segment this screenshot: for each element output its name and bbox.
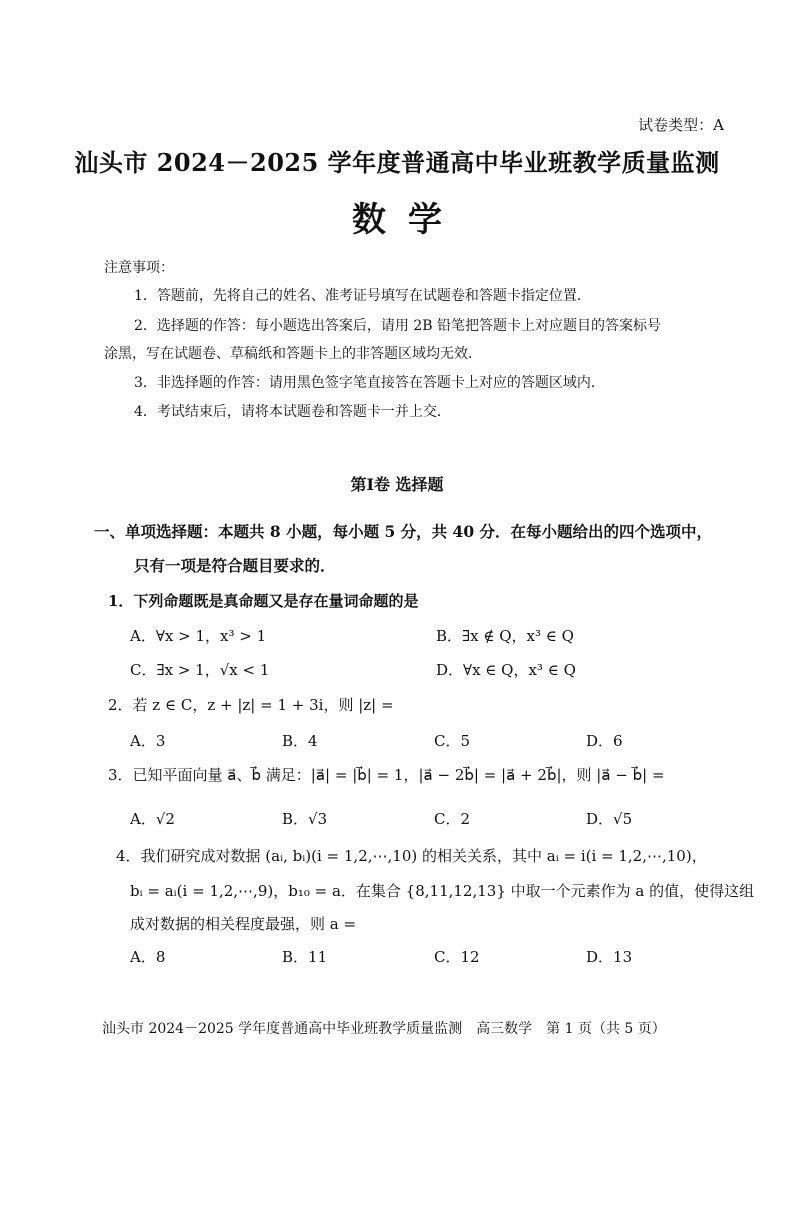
notice-item-4: 4．考试结束后，请将本试题卷和答题卡一并上交． xyxy=(134,404,451,420)
question-3-option-b: B．√3 xyxy=(282,810,328,828)
notice-item-2: 2．选择题的作答：每小题选出答案后，请用 2B 铅笔把答题卡上对应题目的答案标号 xyxy=(134,318,662,334)
part-instructions-line1: 一、单项选择题：本题共 8 小题，每小题 5 分，共 40 分．在每小题给出的四个选项中， xyxy=(94,522,713,541)
question-1-option-d: D．∀x ∈ Q，x³ ∈ Q xyxy=(436,661,576,679)
question-1-option-a: A．∀x > 1，x³ > 1 xyxy=(130,627,267,645)
question-2-stem: 2．若 z ∈ C，z + |z| = 1 + 3i，则 |z| = xyxy=(108,696,394,714)
notice-heading: 注意事项： xyxy=(104,260,174,276)
question-3-stem: 3．已知平面向量 a⃗、b⃗ 满足：|a⃗| = |b⃗| = 1，|a⃗ − 2b⃗| = |a⃗ + 2b⃗|，则 |a⃗ − b⃗| = xyxy=(108,766,665,784)
exam-title: 汕头市 2024－2025 学年度普通高中毕业班教学质量监测 xyxy=(74,148,720,177)
question-1-option-b: B．∃x ∉ Q，x³ ∈ Q xyxy=(436,627,574,645)
notice-item-3: 3．非选择题的作答：请用黑色签字笔直接答在答题卡上对应的答题区域内． xyxy=(134,375,605,391)
question-1-option-c: C．∃x > 1，√x < 1 xyxy=(130,661,270,679)
notice-item-2-cont: 涂黑，写在试题卷、草稿纸和答题卡上的非答题区域均无效． xyxy=(104,346,482,362)
question-3-option-a: A．√2 xyxy=(130,810,175,828)
question-4-option-d: D．13 xyxy=(586,948,633,966)
section-title: 第Ⅰ卷 选择题 xyxy=(350,475,444,494)
question-4-stem-line1: 4．我们研究成对数据 (aᵢ, bᵢ)(i = 1,2,⋯,10) 的相关关系，其中 aᵢ = i(i = 1,2,⋯,10)， xyxy=(116,847,707,865)
question-2-option-a: A．3 xyxy=(130,732,166,750)
question-2-option-c: C．5 xyxy=(434,732,471,750)
question-2-option-b: B．4 xyxy=(282,732,318,750)
question-1-stem: 1．下列命题既是真命题又是存在量词命题的是 xyxy=(108,592,419,610)
question-4-option-c: C．12 xyxy=(434,948,480,966)
question-3-option-c: C．2 xyxy=(434,810,471,828)
subject-title: 数学 xyxy=(352,200,464,240)
question-2-option-d: D．6 xyxy=(586,732,623,750)
page-footer: 汕头市 2024－2025 学年度普通高中毕业班教学质量监测 高三数学 第 1 页（共 5 页） xyxy=(102,1021,666,1037)
question-4-stem-line3: 成对数据的相关程度最强，则 a = xyxy=(130,915,357,933)
question-4-stem-line2: bᵢ = aᵢ(i = 1,2,⋯,9)，b₁₀ = a．在集合 {8,11,12,13} 中取一个元素作为 a 的值，使得这组 xyxy=(130,882,755,900)
paper-type-label: 试卷类型：A xyxy=(638,116,724,134)
question-4-option-b: B．11 xyxy=(282,948,328,966)
notice-item-1: 1．答题前，先将自己的姓名、准考证号填写在试题卷和答题卡指定位置． xyxy=(134,288,591,304)
question-4-option-a: A．8 xyxy=(130,948,166,966)
question-3-option-d: D．√5 xyxy=(586,810,633,828)
part-instructions-line2: 只有一项是符合题目要求的． xyxy=(134,556,336,575)
